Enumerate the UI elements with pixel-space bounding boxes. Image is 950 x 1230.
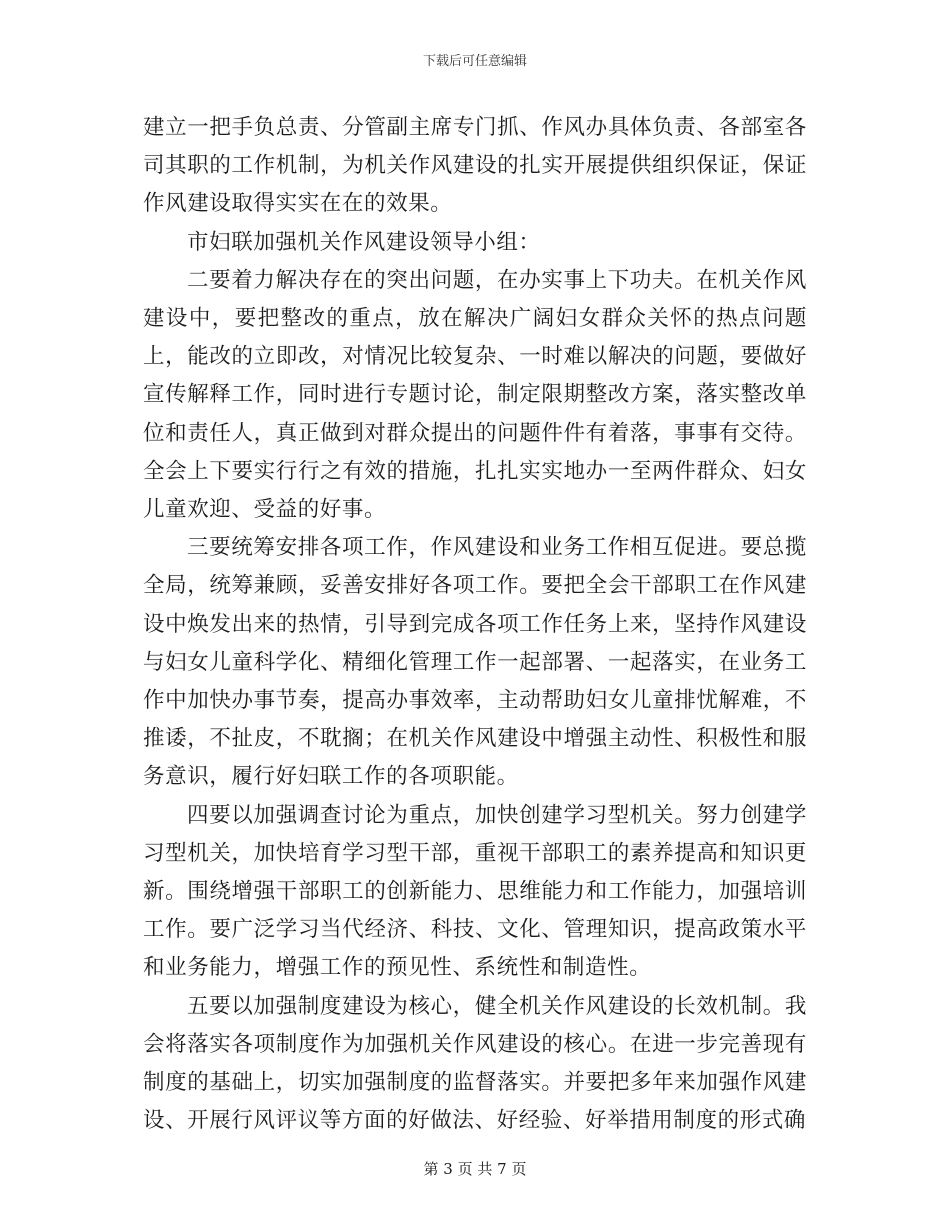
paragraph-2: 市妇联加强机关作风建设领导小组：: [187, 229, 541, 255]
paragraph-6: 五要以加强制度建设为核心，健全机关作风建设的长效机制。我会将落实各项制度作为加强机关作风建设的核心。在进一步完善现有制度的基础上，切实加强制度的监督落实。并要把多年来加强作风建设、开展行风评议等方面的好做法、好经验、好举措用制度的形式确: [143, 993, 807, 1134]
paragraph-3: 二要着力解决存在的突出问题，在办实事上下功夫。在机关作风建设中，要把整改的重点，放在解决广阔妇女群众关怀的热点问题上，能改的立即改，对情况比较复杂、一时难以解决的问题，要做好宣传解释工作，同时进行专题讨论，制定限期整改方案，落实整改单位和责任人，真正做到对群众提出的问题件件有着落，事事有交待。全会上下要实行行之有效的措施，扎扎实实地办一至两件群众、妇女儿童欢迎、受益的好事。: [143, 267, 807, 523]
paragraph-4: 三要统筹安排各项工作，作风建设和业务工作相互促进。要总揽全局，统筹兼顾，妥善安排好各项工作。要把全会干部职工在作风建设中焕发出来的热情，引导到完成各项工作任务上来，坚持作风建设与妇女儿童科学化、精细化管理工作一起部署、一起落实，在业务工作中加快办事节奏，提高办事效率，主动帮助妇女儿童排忧解难，不推诿，不扯皮，不耽搁；在机关作风建设中增强主动性、积极性和服务意识，履行好妇联工作的各项职能。: [143, 535, 807, 790]
page-header: 下载后可任意编辑: [422, 54, 527, 69]
page-footer: 第 3 页 共 7 页: [423, 1160, 527, 1178]
document-body: [143, 109, 807, 1140]
paragraph-1: 建立一把手负总责、分管副主席专门抓、作风办具体负责、各部室各司其职的工作机制，为机关作风建设的扎实开展提供组织保证，保证作风建设取得实实在在的效果。: [143, 115, 807, 217]
paragraph-5: 四要以加强调查讨论为重点，加快创建学习型机关。努力创建学习型机关，加快培育学习型干部，重视干部职工的素养提高和知识更新。围绕增强干部职工的创新能力、思维能力和工作能力，加强培训工作。要广泛学习当代经济、科技、文化、管理知识，提高政策水平和业务能力，增强工作的预见性、系统性和制造性。: [143, 802, 807, 981]
